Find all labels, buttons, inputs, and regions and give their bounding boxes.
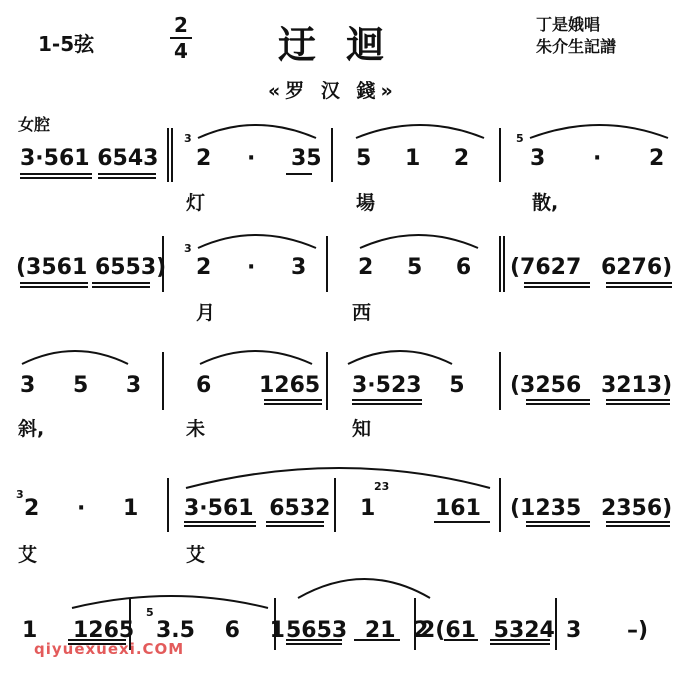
watermark: qiyuexuexi.COM xyxy=(34,640,185,658)
measure-2-3: 2 5 6 xyxy=(358,255,472,280)
grace-note: 3 xyxy=(16,488,24,501)
measure-5-2: 3.5 6 1 xyxy=(156,618,285,643)
slur xyxy=(530,125,668,138)
lyric: 未 xyxy=(186,418,206,440)
grace-note: 3 xyxy=(184,132,192,145)
measure-4-3: 1 161 xyxy=(360,496,481,521)
slur xyxy=(356,125,484,138)
lyric: 西 xyxy=(352,302,372,324)
time-top: 2 xyxy=(174,13,188,37)
lyric: 場 xyxy=(356,192,376,214)
measure-4-2: 3·561 6532 xyxy=(184,496,331,521)
slur xyxy=(360,235,478,248)
lyric: 月 xyxy=(196,302,216,324)
measure-2-1: (3561 6553) xyxy=(16,255,167,280)
slur xyxy=(22,351,128,364)
grace-note: 3 xyxy=(184,242,192,255)
slur xyxy=(72,596,268,608)
measure-1-1: 3·561 6543 xyxy=(20,146,159,171)
measure-3-2: 6 1265 xyxy=(196,373,321,398)
slur xyxy=(186,468,490,488)
measure-3-4: (3256 3213) xyxy=(510,373,673,398)
measure-4-1: 2 · 1 xyxy=(24,496,139,521)
lyric: 知 xyxy=(352,418,372,440)
measure-5-5: 3 –) xyxy=(566,618,649,643)
measure-3-1: 3 5 3 xyxy=(20,373,142,398)
measure-5-3: 5653 21 2 xyxy=(286,618,429,643)
slur xyxy=(198,125,316,138)
measure-3-3: 3·523 5 xyxy=(352,373,465,398)
measure-1-3: 5 1 2 xyxy=(356,146,470,171)
slur xyxy=(298,579,430,598)
lyric: 艾 xyxy=(18,544,38,566)
lyric: 灯 xyxy=(186,192,206,214)
singer-credit: 丁是娥唱 xyxy=(536,15,601,34)
slur xyxy=(200,351,312,364)
lyric: 散, xyxy=(532,192,559,214)
key-signature: 1-5弦 xyxy=(38,32,95,56)
song-title: 迂迴 xyxy=(278,22,415,67)
measure-1-4: 3 · 2 xyxy=(530,146,665,171)
tune-name: «罗 汉 錢» xyxy=(268,80,398,102)
slur xyxy=(348,351,452,364)
measure-2-4: (7627 6276) xyxy=(510,255,673,280)
measure-1-2: 2 · 35 xyxy=(196,146,322,171)
slur xyxy=(198,235,316,248)
measure-5-4: 2(61 5324 xyxy=(420,618,555,643)
grace-note: 5 xyxy=(516,132,524,145)
grace-note: 23 xyxy=(374,480,390,493)
grace-note: 5 xyxy=(146,606,154,619)
lyric: 艾 xyxy=(186,544,206,566)
lyric: 斜, xyxy=(18,418,45,440)
time-bottom: 4 xyxy=(174,39,188,63)
notator-credit: 朱介生記譜 xyxy=(536,37,617,56)
measure-5-1: 1 1265 xyxy=(22,618,135,643)
measure-2-2: 2 · 3 xyxy=(196,255,307,280)
measure-4-4: (1235 2356) xyxy=(510,496,673,521)
voice-label: 女腔 xyxy=(18,115,51,134)
